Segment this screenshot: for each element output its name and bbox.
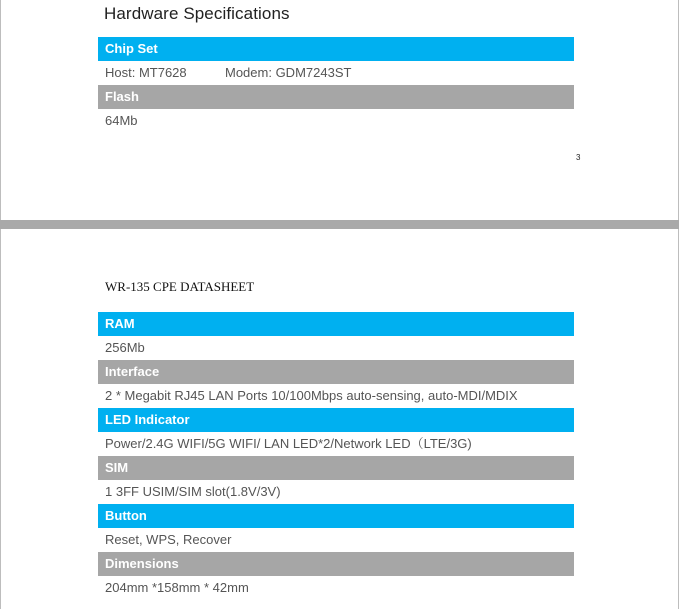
spec-value-chip-set [98, 61, 574, 85]
spec-header-led-indicator: LED Indicator [98, 408, 574, 432]
spec-header-sim: SIM [98, 456, 574, 480]
spec-header-dimensions: Dimensions [98, 552, 574, 576]
document-title: WR-135 CPE DATASHEET [105, 279, 255, 294]
spec-header-ram: RAM [98, 312, 574, 336]
chip-host-value: Host: MT7628 [105, 65, 187, 80]
spec-value-sim: 1 3FF USIM/SIM slot(1.8V/3V) [105, 484, 281, 499]
spec-header-interface: Interface [98, 360, 574, 384]
spec-table [98, 37, 574, 133]
spec-value-ram: 256Mb [105, 340, 145, 355]
spec-value-led-indicator: Power/2.4G WIFI/5G WIFI/ LAN LED*2/Network LED（LTE/3G) [105, 436, 472, 451]
spec-value-interface: 2 * Megabit RJ45 LAN Ports 10/100Mbps auto-sensing, auto-MDI/MDIX [105, 388, 518, 403]
spec-header-flash: Flash [98, 85, 574, 109]
spec-header-chip-set: Chip Set [98, 37, 574, 61]
document-page-4 [0, 229, 679, 609]
spec-value-button: Reset, WPS, Recover [105, 532, 232, 547]
spec-header-button: Button [98, 504, 574, 528]
chip-modem-value: Modem: GDM7243ST [225, 65, 352, 80]
spec-table [98, 312, 574, 600]
spec-value-flash: 64Mb [105, 113, 138, 128]
document-page-3 [0, 0, 679, 220]
spec-value-dimensions: 204mm *158mm * 42mm [105, 580, 249, 595]
section-heading: Hardware Specifications [104, 4, 290, 23]
page-number: 3 [576, 153, 581, 162]
